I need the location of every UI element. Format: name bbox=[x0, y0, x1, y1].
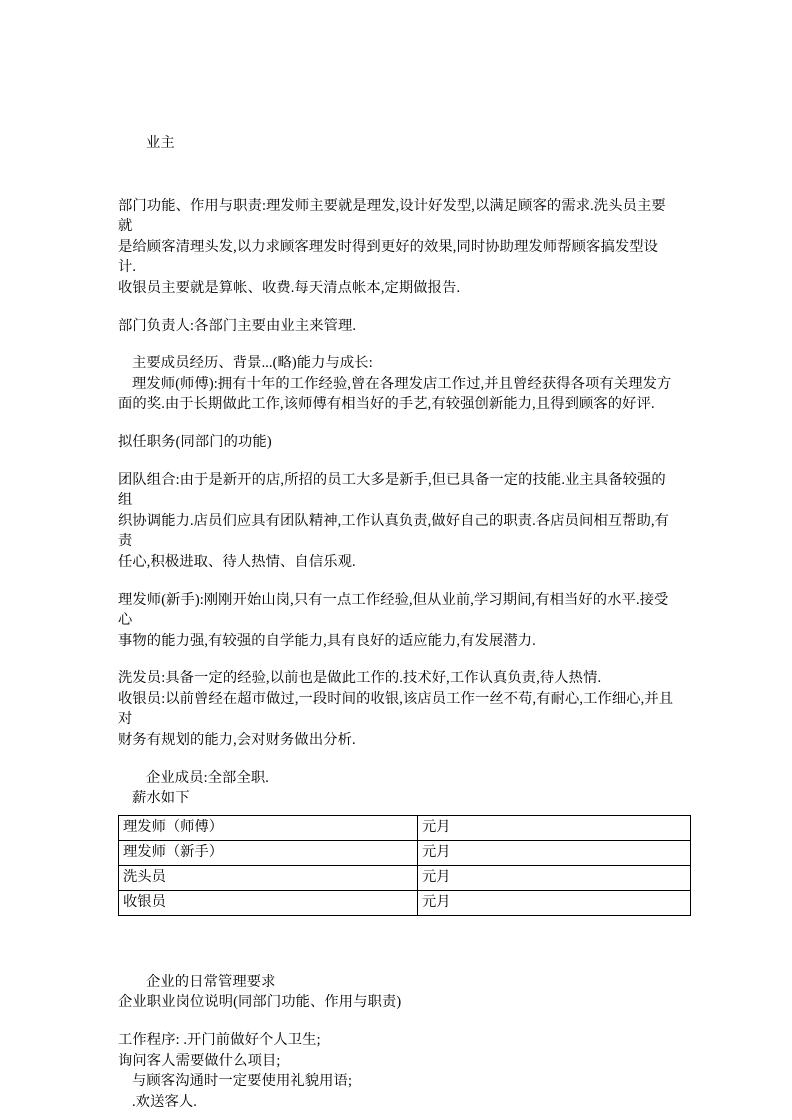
text-line: 薪水如下 bbox=[132, 790, 190, 807]
spacer bbox=[118, 453, 674, 470]
spacer bbox=[118, 415, 674, 432]
paragraph-staff-type bbox=[118, 768, 674, 809]
text-line: 企业的日常管理要求 bbox=[146, 973, 276, 990]
text-line: 理发师(师傅):拥有十年的工作经验,曾在各理发店工作过,并且曾经获得各项有关理发方 bbox=[132, 375, 672, 392]
paragraph-washer-cashier bbox=[118, 668, 674, 750]
text-line: 任心,积极进取、待人热情、自信乐观. bbox=[118, 553, 356, 570]
paragraph-work-procedure bbox=[118, 1030, 674, 1112]
paragraph-daily-management bbox=[118, 972, 674, 1013]
paragraph-planned-positions bbox=[118, 432, 674, 453]
table-row bbox=[119, 890, 691, 915]
text-line: 洗发员:具备一定的经验,以前也是做此工作的.技术好,工作认真负责,待人热情. bbox=[118, 670, 602, 687]
document-body bbox=[118, 133, 674, 1112]
paragraph-main-members bbox=[118, 353, 674, 415]
spacer bbox=[118, 154, 674, 196]
text-line: 部门功能、作用与职责:理发师主要就是理发,设计好发型,以满足顾客的需求.洗头员主要就 bbox=[118, 197, 666, 235]
text-line: 织协调能力.店员们应具有团队精神,工作认真负责,做好自己的职责.各店员间相互帮助,有责 bbox=[118, 512, 670, 550]
text-line: 部门负责人:各部门主要由业主来管理. bbox=[118, 317, 357, 334]
table-cell-role: 收银员 bbox=[119, 890, 418, 915]
text-line: 询问客人需要做什么项目; bbox=[118, 1052, 281, 1069]
spacer bbox=[118, 651, 674, 668]
paragraph-barber-new bbox=[118, 590, 674, 652]
text-line: .欢送客人. bbox=[132, 1093, 197, 1110]
text-line: 企业成员:全部全职. bbox=[146, 769, 269, 786]
text-line: 与顾客沟通时一定要使用礼貌用语; bbox=[132, 1073, 353, 1090]
text-line: 团队组合:由于是新开的店,所招的员工大多是新手,但已具备一定的技能.业主具备较强的组 bbox=[118, 471, 666, 509]
spacer bbox=[118, 1013, 674, 1030]
table-cell-amount: 元月 bbox=[418, 890, 691, 915]
spacer bbox=[118, 336, 674, 353]
text-line: 面的奖.由于长期做此工作,该师傅有相当好的手艺,有较强创新能力,且得到顾客的好评. bbox=[118, 396, 655, 413]
text-line: 主要成员经历、背景...(略)能力与成长: bbox=[132, 355, 373, 372]
spacer bbox=[118, 916, 674, 972]
text-line: 收银员:以前曾经在超市做过,一段时间的收银,该店员工作一丝不苟,有耐心,工作细心,并且对 bbox=[118, 690, 674, 728]
paragraph-dept-function bbox=[118, 196, 674, 299]
paragraph-team-composition bbox=[118, 470, 674, 573]
table-cell-role: 理发师（新手） bbox=[119, 840, 418, 865]
text-line: 拟任职务(同部门的功能) bbox=[118, 433, 272, 450]
text-line: 财务有规划的能力,会对财务做出分析. bbox=[118, 732, 356, 749]
text-line: 企业职业岗位说明(同部门功能、作用与职责) bbox=[118, 994, 402, 1011]
text-line: 理发师(新手):刚刚开始山岗,只有一点工作经验,但从业前,学习期间,有相当好的水平.接受心 bbox=[118, 591, 669, 629]
table-cell-amount: 元月 bbox=[418, 865, 691, 890]
table-row bbox=[119, 865, 691, 890]
spacer bbox=[118, 573, 674, 590]
document-heading: 业主 bbox=[146, 135, 175, 151]
table-row bbox=[119, 840, 691, 865]
text-line: 工作程序: .开门前做好个人卫生; bbox=[118, 1032, 321, 1049]
table-cell-role: 理发师（师傅） bbox=[119, 815, 418, 840]
paragraph-dept-leader bbox=[118, 316, 674, 337]
text-line: 收银员主要就是算帐、收费.每天清点帐本,定期做报告. bbox=[118, 279, 461, 296]
text-line: 事物的能力强,有较强的自学能力,具有良好的适应能力,有发展潜力. bbox=[118, 632, 536, 649]
salary-table bbox=[118, 815, 691, 916]
table-row bbox=[119, 815, 691, 840]
spacer bbox=[118, 751, 674, 768]
table-cell-role: 洗头员 bbox=[119, 865, 418, 890]
table-cell-amount: 元月 bbox=[418, 815, 691, 840]
text-line: 是给顾客清理头发,以力求顾客理发时得到更好的效果,同时协助理发师帮顾客搞发型设计. bbox=[118, 238, 659, 276]
table-cell-amount: 元月 bbox=[418, 840, 691, 865]
spacer bbox=[118, 299, 674, 316]
